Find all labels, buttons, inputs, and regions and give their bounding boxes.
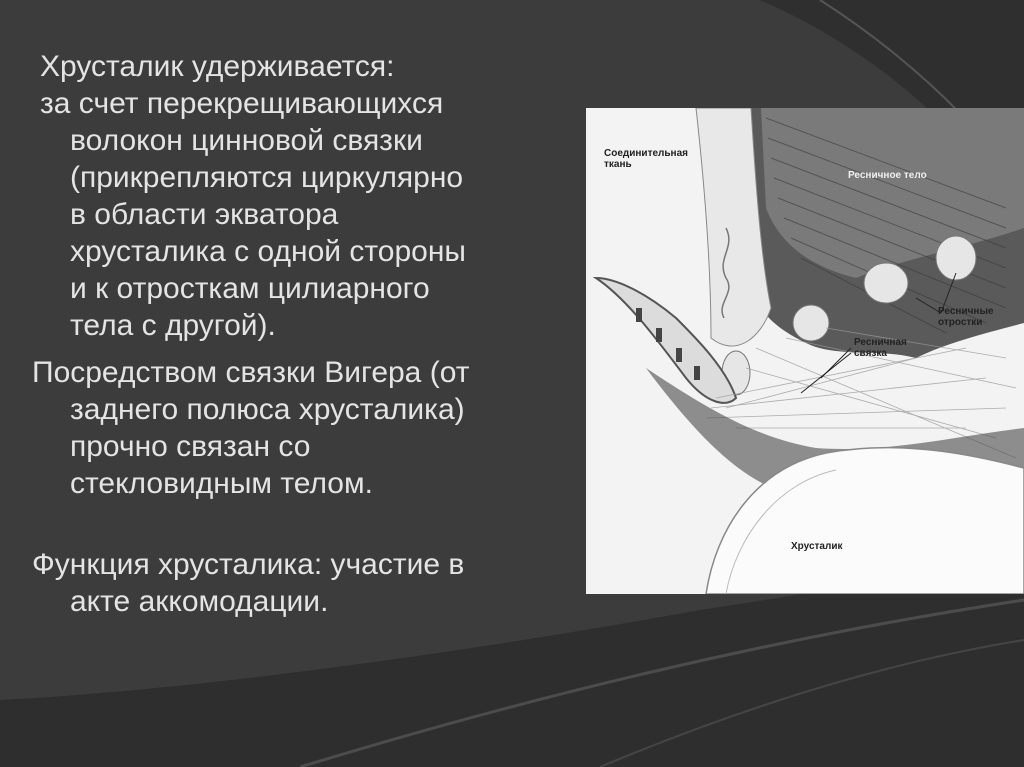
text-line: тела с другой). — [70, 309, 276, 342]
paragraph-lens-function — [30, 546, 570, 620]
text-line: и к отросткам цилиарного — [70, 272, 430, 305]
text-line: в области экватора — [70, 198, 339, 231]
text-line: стекловидным телом. — [70, 467, 373, 500]
label-ciliary-ligament-line-2: связка — [854, 348, 887, 359]
label-ciliary-ligament — [854, 337, 907, 359]
text-line: волокон цинновой связки — [70, 124, 423, 157]
anatomy-drawing — [586, 108, 1024, 594]
label-ciliary-processes-line-1: Ресничные — [938, 306, 994, 317]
text-line: акте аккомодации. — [70, 585, 329, 618]
label-ciliary-ligament-line-1: Ресничная — [854, 337, 907, 348]
paragraph-wieger-ligament — [30, 354, 570, 502]
label-connective-tissue-line-2: ткань — [604, 159, 632, 170]
label-ciliary-processes-line-2: отростки — [938, 317, 983, 328]
label-connective-tissue-line-1: Соединительная — [604, 148, 688, 159]
text-line: прочно связан со — [70, 430, 311, 463]
text-line: за счет перекрещивающихся — [40, 87, 444, 120]
paragraph-lens-held — [30, 48, 570, 344]
anatomy-illustration — [586, 108, 1024, 594]
heading-line: Хрусталик удерживается: — [40, 50, 395, 83]
spacer — [30, 512, 570, 546]
text-line: заднего полюса хрусталика) — [70, 393, 465, 426]
label-ciliary-body: Ресничное тело — [848, 170, 927, 181]
text-line: Функция хрусталика: участие в — [32, 548, 465, 581]
label-ciliary-processes — [938, 306, 994, 328]
text-line: (прикрепляются циркулярно — [70, 161, 464, 194]
text-line: Посредством связки Вигера (от — [32, 356, 470, 389]
label-connective-tissue — [604, 148, 688, 170]
slide-text — [30, 48, 570, 630]
label-lens: Хрусталик — [791, 541, 843, 552]
text-line: хрусталика с одной стороны — [70, 235, 466, 268]
